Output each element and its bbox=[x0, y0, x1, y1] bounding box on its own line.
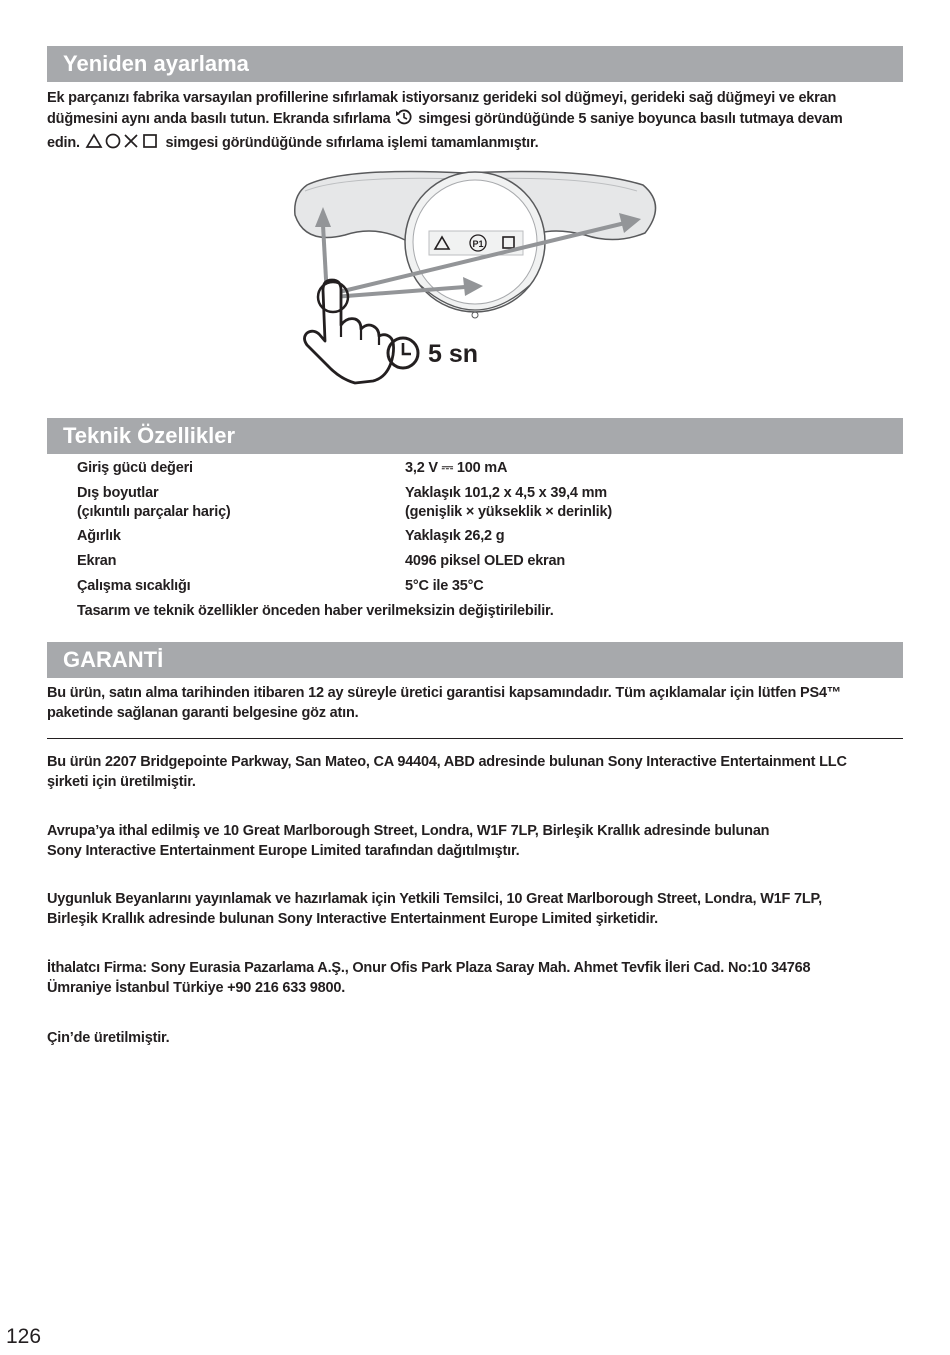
reset-instructions bbox=[47, 88, 907, 156]
reset-line-3-a: edin. bbox=[47, 135, 80, 151]
info-line: Avrupa’ya ithal edilmiş ve 10 Great Marlborough Street, Londra, W1F 7LP, Birleşik Krallık adresinde bulunan bbox=[47, 823, 770, 839]
spec-label-dimensions: Dış boyutlar bbox=[77, 485, 159, 501]
reset-icon bbox=[394, 108, 414, 132]
reset-line-2-a: düğmesini aynı anda basılı tutun. Ekranda sıfırlama bbox=[47, 111, 391, 127]
info-line: Ümraniye İstanbul Türkiye +90 216 633 9800. bbox=[47, 980, 346, 996]
info-line: Birleşik Krallık adresinde bulunan Sony Interactive Entertainment Europe Limited şirketidir. bbox=[47, 911, 658, 927]
profile-label: P1 bbox=[472, 239, 484, 249]
spec-label-input-power: Giriş gücü değeri bbox=[77, 460, 193, 476]
info-block-origin bbox=[47, 1028, 907, 1048]
reset-line-1: Ek parçanızı fabrika varsayılan profillerine sıfırlamak istiyorsanız gerideki sol düğmeyi, gerideki sağ düğmeyi ve ekran bbox=[47, 90, 837, 106]
info-block-importer-tr bbox=[47, 958, 907, 998]
spec-value-screen: 4096 piksel OLED ekran bbox=[405, 553, 566, 569]
spec-label-dimensions-note: (çıkıntılı parçalar hariç) bbox=[77, 504, 231, 520]
info-block-importer-eu bbox=[47, 821, 907, 861]
info-line: şirketi için üretilmiştir. bbox=[47, 774, 196, 790]
reset-section-heading: Yeniden ayarlama bbox=[47, 46, 903, 82]
warranty-line-2: paketinde sağlanan garanti belgesine göz atın. bbox=[47, 705, 359, 721]
info-line: Çin’de üretilmiştir. bbox=[47, 1030, 170, 1046]
reset-line-2 bbox=[47, 108, 907, 132]
info-block-manufacturer bbox=[47, 752, 907, 792]
info-block-representative bbox=[47, 889, 907, 929]
warranty-section-heading: GARANTİ bbox=[47, 642, 903, 678]
spec-value-dimensions-note: (genişlik × yükseklik × derinlik) bbox=[405, 504, 612, 520]
specs-section-heading: Teknik Özellikler bbox=[47, 418, 903, 454]
spec-value-dimensions: Yaklaşık 101,2 x 4,5 x 39,4 mm bbox=[405, 485, 607, 501]
duration-label: 5 sn bbox=[428, 340, 479, 368]
page-number: 126 bbox=[6, 1325, 42, 1348]
warranty-text bbox=[47, 683, 907, 723]
spec-label-temperature: Çalışma sıcaklığı bbox=[77, 578, 191, 594]
reset-line-3-b: simgesi göründüğünde sıfırlama işlemi tamamlanmıştır. bbox=[165, 135, 539, 151]
warranty-line-1: Bu ürün, satın alma tarihinden itibaren 12 ay süreyle üretici garantisi kapsamındadır. Tüm açıklamalar için lütfen PS4™ bbox=[47, 685, 842, 701]
playstation-symbols-icon bbox=[84, 132, 162, 156]
spec-value-weight: Yaklaşık 26,2 g bbox=[405, 528, 505, 544]
spec-label-weight: Ağırlık bbox=[77, 528, 121, 544]
info-line: Sony Interactive Entertainment Europe Limited tarafından dağıtılmıştır. bbox=[47, 843, 520, 859]
divider bbox=[47, 738, 903, 739]
reset-line-3 bbox=[47, 132, 907, 156]
info-line: İthalatcı Firma: Sony Eurasia Pazarlama A.Ş., Onur Ofis Park Plaza Saray Mah. Ahmet Tevfik İleri Cad. No:10 34768 bbox=[47, 960, 811, 976]
spec-value-input-power: 3,2 V ⎓ 100 mA bbox=[405, 460, 508, 476]
spec-label-screen: Ekran bbox=[77, 553, 117, 569]
reset-line-2-b: simgesi göründüğünde 5 saniye boyunca basılı tutmaya devam bbox=[418, 111, 843, 127]
specs-note: Tasarım ve teknik özellikler önceden haber verilmeksizin değiştirilebilir. bbox=[77, 603, 554, 619]
info-line: Bu ürün 2207 Bridgepointe Parkway, San Mateo, CA 94404, ABD adresinde bulunan Sony Interactive Entertainment LLC bbox=[47, 754, 847, 770]
info-line: Uygunluk Beyanlarını yayınlamak ve hazırlamak için Yetkili Temsilci, 10 Great Marlborough Street, Londra, W1F 7LP, bbox=[47, 891, 822, 907]
reset-illustration bbox=[285, 165, 665, 390]
spec-value-temperature: 5°C ile 35°C bbox=[405, 578, 484, 594]
